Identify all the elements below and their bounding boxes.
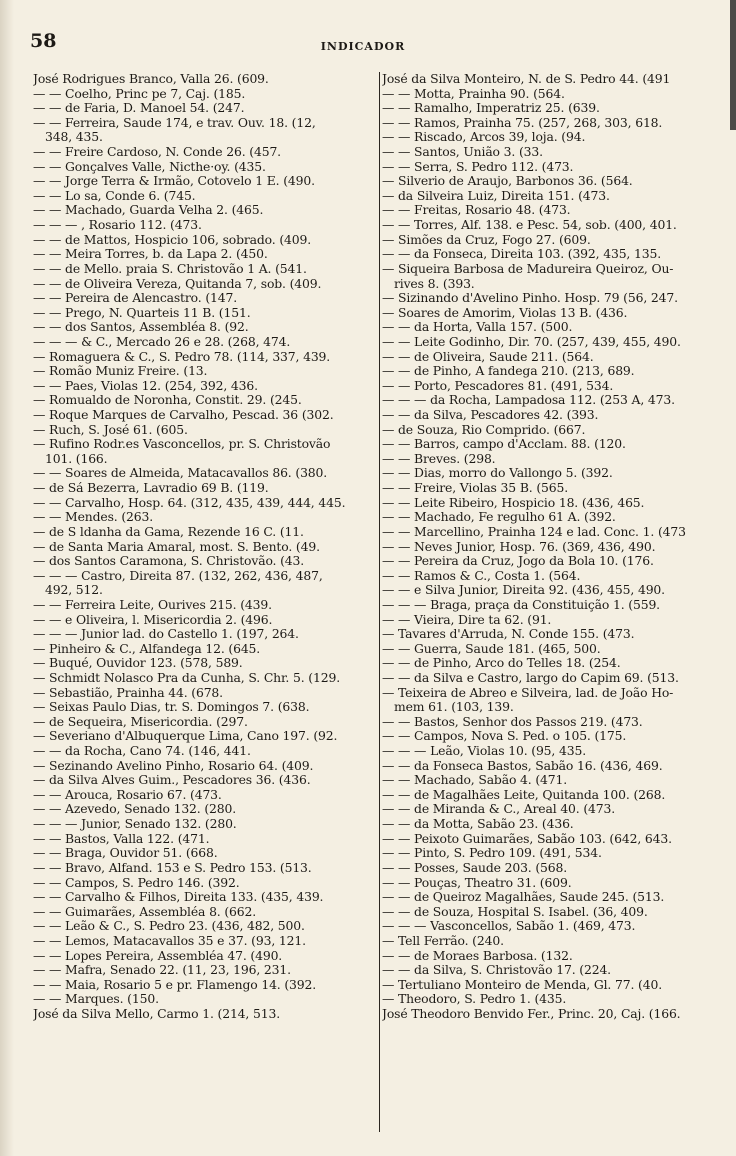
directory-entry: — — Posses, Saude 203. (568. [382,860,568,875]
directory-entry: — — Prego, N. Quarteis 11 B. (151. [33,305,251,320]
directory-entry: — — dos Santos, Assembléa 8. (92. [33,320,249,335]
directory-entry: — — — da Rocha, Lampadosa 112. (253 A, 473. [382,393,675,408]
directory-entry: — — Serra, S. Pedro 112. (473. [382,159,574,174]
left-column [33,72,378,1022]
directory-entry: — — Leite Godinho, Dir. 70. (257, 439, 455, 490. [382,334,681,349]
directory-entry: — — Vieira, Dire ta 62. (91. [382,612,552,627]
directory-entry: — — Machado, Guarda Velha 2. (465. [33,203,264,218]
directory-entry: — — Machado, Sabão 4. (471. [382,773,568,788]
directory-entry: mem 61. (103, 139. [394,700,514,715]
directory-entry: — Sizinando d'Avelino Pinho. Hosp. 79 (56, 247. [382,291,678,306]
directory-entry: — — Pouças, Theatro 31. (609. [382,875,572,890]
directory-entry: — — Barros, campo d'Acclam. 88. (120. [382,437,626,452]
directory-entry: — — da Silva, S. Christovão 17. (224. [382,963,611,978]
directory-entry: — — Riscado, Arcos 39, loja. (94. [382,130,586,145]
directory-entry: — de Souza, Rio Comprido. (667. [382,422,586,437]
directory-entry: — Romualdo de Noronha, Constit. 29. (245. [33,393,302,408]
directory-entry: 101. (166. [45,451,108,466]
directory-entry: — — da Fonseca, Direita 103. (392, 435, 135. [382,247,661,262]
directory-entry: — — da Silva e Castro, largo do Capim 69. (513. [382,670,679,685]
directory-entry: José da Silva Monteiro, N. de S. Pedro 44. (491 [382,72,671,86]
directory-entry: — — da Horta, Valla 157. (500. [382,320,573,335]
directory-entry: — — Porto, Pescadores 81. (491, 534. [382,378,614,393]
directory-entry: — — Lemos, Matacavallos 35 e 37. (93, 121. [33,933,306,948]
directory-entry: — — Breves. (298. [382,451,496,466]
directory-entry: — — Pinto, S. Pedro 109. (491, 534. [382,846,602,861]
directory-entry: — — Peixoto Guimarães, Sabão 103. (642, 643. [382,831,672,846]
directory-entry: — Pinheiro & C., Alfandega 12. (645. [33,641,261,656]
column-divider [379,72,380,1132]
directory-entry: — — Pereira de Alencastro. (147. [33,291,237,306]
directory-entry: José Rodrigues Branco, Valla 26. (609. [33,72,269,86]
directory-entry: — — Lopes Pereira, Assembléa 47. (490. [33,948,283,963]
directory-entry: — — Marcellino, Prainha 124 e lad. Conc. 1. (473 [382,524,686,539]
directory-entry: — Roque Marques de Carvalho, Pescad. 36 (302. [33,408,334,423]
directory-entry: — — Santos, União 3. (33. [382,145,543,160]
directory-entry: — — de Mattos, Hospicio 106, sobrado. (409. [33,232,312,247]
directory-entry: — — Carvalho & Filhos, Direita 133. (435, 439. [33,890,324,905]
directory-entry: — — Lo sa, Conde 6. (745. [33,188,196,203]
directory-entry: rives 8. (393. [394,276,475,291]
right-column [382,72,730,1022]
directory-entry: — Soares de Amorim, Violas 13 B. (436. [382,305,628,320]
directory-entry: — — da Motta, Sabão 23. (436. [382,817,574,832]
directory-entry: — — — Leão, Violas 10. (95, 435. [382,744,586,759]
directory-entry: — Theodoro, S. Pedro 1. (435. [382,992,567,1007]
directory-entry: — — de Oliveira Vereza, Quitanda 7, sob. (409. [33,276,322,291]
page-header [30,30,696,56]
directory-entry: — de S ldanha da Gama, Rezende 16 C. (11. [33,524,304,539]
directory-entry: — — Ferreira Leite, Ourives 215. (439. [33,597,272,612]
directory-entry: — — Bastos, Valla 122. (471. [33,831,210,846]
directory-entry: — — Carvalho, Hosp. 64. (312, 435, 439, 444, 445. [33,495,346,510]
directory-entry: — — Meira Torres, b. da Lapa 2. (450. [33,247,268,262]
directory-entry: — — de Miranda & C., Areal 40. (473. [382,802,616,817]
directory-entry: — Sezinando Avelino Pinho, Rosario 64. (409. [33,758,314,773]
directory-entry: — — Braga, Ouvidor 51. (668. [33,846,218,861]
directory-entry: — — da Rocha, Cano 74. (146, 441. [33,744,251,759]
directory-entry: — — Freitas, Rosario 48. (473. [382,203,571,218]
directory-entry: 348, 435. [45,130,103,145]
directory-entry: — — Ramos, Prainha 75. (257, 268, 303, 618. [382,115,663,130]
directory-entry: — — Campos, Nova S. Ped. o 105. (175. [382,729,627,744]
directory-entry: — — Freire, Violas 35 B. (565. [382,481,569,496]
directory-entry: — — — Junior, Senado 132. (280. [33,817,237,832]
directory-entry: — Simões da Cruz, Fogo 27. (609. [382,232,591,247]
directory-entry: — da Silva Alves Guim., Pescadores 36. (436. [33,773,311,788]
directory-entry: — — — Braga, praça da Constituição 1. (559. [382,597,660,612]
directory-entry: — Tavares d'Arruda, N. Conde 155. (473. [382,627,635,642]
directory-entry: — — Gonçalves Valle, Nicthe·oy. (435. [33,159,266,174]
directory-entry: — — e Silva Junior, Direita 92. (436, 455, 490. [382,583,665,598]
directory-entry: — — de Pinho, Arco do Telles 18. (254. [382,656,621,671]
directory-entry: — — Bravo, Alfand. 153 e S. Pedro 153. (513. [33,860,312,875]
directory-entry: — Silverio de Araujo, Barbonos 36. (564. [382,174,633,189]
directory-entry: — — Dias, morro do Vallongo 5. (392. [382,466,613,481]
directory-entry: — — Machado, Fe regulho 61 A. (392. [382,510,616,525]
directory-entry: — — Mafra, Senado 22. (11, 23, 196, 231. [33,963,291,978]
directory-entry: — de Sá Bezerra, Lavradio 69 B. (119. [33,481,269,496]
directory-entry: — Tertuliano Monteiro de Menda, Gl. 77. (40. [382,977,662,992]
directory-entry: — Buqué, Ouvidor 123. (578, 589. [33,656,243,671]
directory-entry: — — da Silva, Pescadores 42. (393. [382,408,599,423]
directory-entry: — — e Oliveira, l. Misericordia 2. (496. [33,612,273,627]
directory-entry: — Seixas Paulo Dias, tr. S. Domingos 7. (638. [33,700,310,715]
directory-entry: — Tell Ferrão. (240. [382,933,504,948]
directory-entry: — — Mendes. (263. [33,510,154,525]
directory-entry: — — Bastos, Senhor dos Passos 219. (473. [382,714,643,729]
directory-entry: — — Campos, S. Pedro 146. (392. [33,875,240,890]
directory-entry: — — Marques. (150. [33,992,159,1007]
directory-entry: — — Soares de Almeida, Matacavallos 86. (380. [33,466,328,481]
directory-entry: — Rufino Rodr.es Vasconcellos, pr. S. Christovão [33,437,331,452]
directory-entry: — — de Oliveira, Saude 211. (564. [382,349,594,364]
directory-entry: — — Arouca, Rosario 67. (473. [33,787,222,802]
directory-entry: — — Guimarães, Assembléa 8. (662. [33,904,257,919]
directory-entry: — — Coelho, Princ pe 7, Caj. (185. [33,86,246,101]
directory-entry: — Severiano d'Albuquerque Lima, Cano 197. (92. [33,729,338,744]
directory-entry: — — — Vasconcellos, Sabão 1. (469, 473. [382,919,636,934]
directory-entry: — Schmidt Nolasco Pra da Cunha, S. Chr. 5. (129. [33,670,340,685]
directory-entry: — — Torres, Alf. 138. e Pesc. 54, sob. (400, 401. [382,218,677,233]
directory-entry: — — Ramalho, Imperatriz 25. (639. [382,101,600,116]
directory-entry: 492, 512. [45,583,103,598]
directory-entry: — Sebastião, Prainha 44. (678. [33,685,223,700]
directory-entry: José Theodoro Benvido Fer., Princ. 20, Caj. (166. [382,1007,681,1021]
directory-entry: — — de Faria, D. Manoel 54. (247. [33,101,245,116]
directory-entry: — Ruch, S. José 61. (605. [33,422,188,437]
directory-entry: — — de Pinho, A fandega 210. (213, 689. [382,364,635,379]
directory-entry: — — de Moraes Barbosa. (132. [382,948,573,963]
directory-entry: — dos Santos Caramona, S. Christovão. (43. [33,554,305,569]
directory-entry: — — de Mello. praia S. Christovão 1 A. (541. [33,261,307,276]
directory-entry: — — Ramos & C., Costa 1. (564. [382,568,581,583]
directory-entry: — — de Souza, Hospital S. Isabel. (36, 409. [382,904,648,919]
page-edge-shadow [0,0,14,1156]
directory-entry: — — Neves Junior, Hosp. 76. (369, 436, 490. [382,539,656,554]
directory-entry: — de Santa Maria Amaral, most. S. Bento. (49. [33,539,320,554]
directory-entry: — — Paes, Violas 12. (254, 392, 436. [33,378,258,393]
directory-entry: — — Jorge Terra & Irmão, Cotovelo 1 E. (490. [33,174,315,189]
directory-entry: José da Silva Mello, Carmo 1. (214, 513. [33,1007,280,1021]
page-number: 58 [30,30,57,52]
directory-entry: — — — , Rosario 112. (473. [33,218,202,233]
directory-entry: — — — Castro, Direita 87. (132, 262, 436, 487, [33,568,323,583]
directory-entry: — — Guerra, Saude 181. (465, 500. [382,641,601,656]
directory-entry: — — Motta, Prainha 90. (564. [382,86,565,101]
directory-entry: — — da Fonseca Bastos, Sabão 16. (436, 469. [382,758,663,773]
page-edge-mark [730,0,736,130]
directory-entry: — Siqueira Barbosa de Madureira Queiroz, Ou- [382,261,674,276]
directory-entry: — Teixeira de Abreo e Silveira, lad. de João Ho- [382,685,674,700]
running-head: INDICADOR [320,40,406,53]
directory-entry: — — Pereira da Cruz, Jogo da Bola 10. (176. [382,554,654,569]
directory-entry: — Romaguera & C., S. Pedro 78. (114, 337, 439. [33,349,331,364]
directory-entry: — — Azevedo, Senado 132. (280. [33,802,237,817]
directory-entry: — Romão Muniz Freire. (13. [33,364,208,379]
directory-entry: — — Maia, Rosario 5 e pr. Flamengo 14. (392. [33,977,317,992]
directory-entry: — — de Magalhães Leite, Quitanda 100. (268. [382,787,666,802]
directory-entry: — — Freire Cardoso, N. Conde 26. (457. [33,145,281,160]
directory-entry: — — de Queiroz Magalhães, Saude 245. (513. [382,890,665,905]
directory-entry: — da Silveira Luiz, Direita 151. (473. [382,188,610,203]
directory-entry: — — — Junior lad. do Castello 1. (197, 264. [33,627,299,642]
directory-entry: — — — & C., Mercado 26 e 28. (268, 474. [33,334,291,349]
directory-entry: — de Sequeira, Misericordia. (297. [33,714,248,729]
directory-entry: — — Leão & C., S. Pedro 23. (436, 482, 500. [33,919,305,934]
directory-entry: — — Leite Ribeiro, Hospicio 18. (436, 465. [382,495,645,510]
directory-entry: — — Ferreira, Saude 174, e trav. Ouv. 18. (12, [33,115,316,130]
